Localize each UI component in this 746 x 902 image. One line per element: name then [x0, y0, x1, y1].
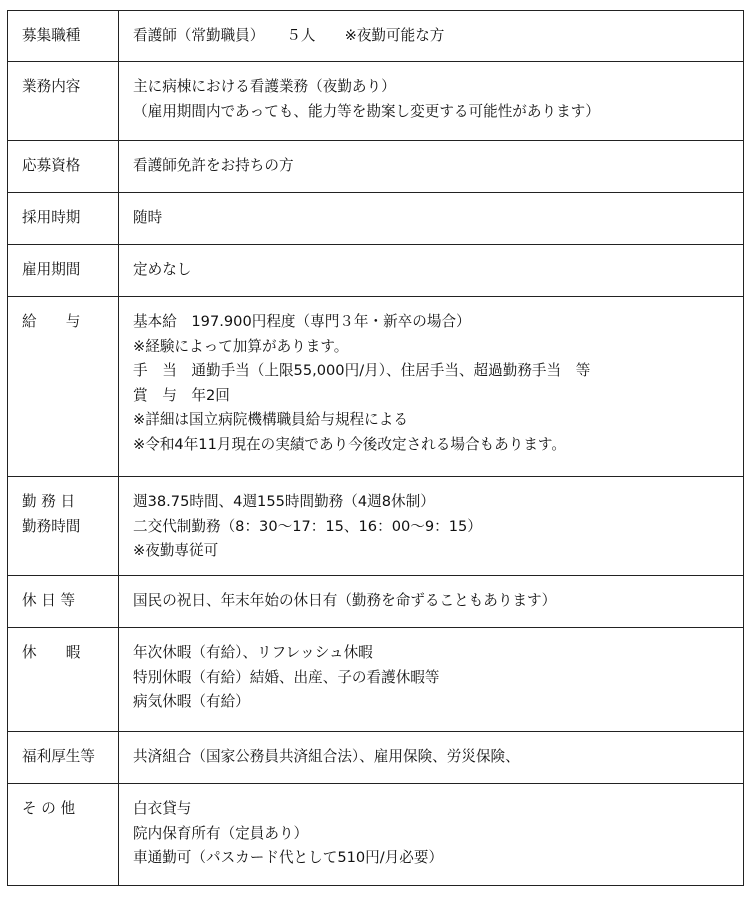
row-text: 年次休暇（有給）、リフレッシュ休暇	[133, 644, 373, 661]
row-label: 応募資格	[22, 157, 81, 174]
row-text: 主に病棟における看護業務（夜勤あり）	[133, 78, 396, 95]
row-label-cell	[8, 732, 119, 784]
row-text: 看護師免許をお持ちの方	[133, 157, 294, 174]
row-label: 業務内容	[22, 78, 81, 95]
row-text: 院内保育所有（定員あり）	[133, 824, 309, 842]
row-label: 雇用期間	[22, 261, 81, 278]
row-label-cell	[8, 297, 119, 477]
table-row	[8, 576, 744, 628]
row-text: 手 当 通勤手当（上限55,000円/月）、住居手当、超過勤務手当 等	[133, 362, 591, 379]
table-row	[8, 628, 744, 732]
row-label-cell	[8, 141, 119, 193]
row-label: 給 与	[22, 313, 81, 330]
row-text: ※経験によって加算があります。	[133, 337, 349, 355]
row-text: 共済組合（国家公務員共済組合法）、雇用保険、労災保険、	[133, 748, 520, 765]
row-value-cell	[119, 62, 744, 141]
row-label-cell	[8, 784, 119, 886]
row-label-cell	[8, 477, 119, 576]
table-row	[8, 62, 744, 141]
row-value-cell	[119, 11, 744, 62]
row-text: 看護師（常勤職員） ５人 ※夜勤可能な方	[133, 27, 445, 44]
row-value-cell	[119, 141, 744, 193]
row-label: 勤務時間	[22, 517, 81, 535]
row-text: ※詳細は国立病院機構職員給与規程による	[133, 411, 408, 428]
row-text: 二交代制勤務（8：30～17：15、16：00～9：15）	[133, 517, 482, 535]
row-text: 病気休暇（有給）	[133, 693, 250, 710]
row-label: 休 日 等	[22, 592, 76, 609]
row-value-cell	[119, 297, 744, 477]
row-value-cell	[119, 732, 744, 784]
table-row	[8, 11, 744, 62]
row-text: （雇用期間内であっても、能力等を勘案し変更する可能性があります）	[133, 102, 600, 120]
row-text: 基本給 197.900円程度（専門３年・新卒の場合）	[133, 313, 471, 330]
row-text: 車通勤可（パスカード代として510円/月必要）	[133, 849, 444, 866]
row-label: そ の 他	[22, 800, 76, 817]
table-row	[8, 477, 744, 576]
row-value-cell	[119, 477, 744, 576]
table-row	[8, 732, 744, 784]
table-row	[8, 784, 744, 886]
row-text: 随時	[133, 209, 163, 226]
row-value-cell	[119, 193, 744, 245]
table-row	[8, 141, 744, 193]
row-value-cell	[119, 628, 744, 732]
row-label-cell	[8, 576, 119, 628]
row-label: 募集職種	[22, 27, 81, 44]
table-row	[8, 245, 744, 297]
row-text: ※令和4年11月現在の実績であり今後改定される場合もあります。	[133, 435, 566, 453]
row-label-cell	[8, 193, 119, 245]
row-label: 福利厚生等	[22, 748, 95, 765]
row-label-cell	[8, 628, 119, 732]
row-text: 賞 与 年2回	[133, 386, 230, 404]
table-row	[8, 297, 744, 477]
table-row	[8, 193, 744, 245]
row-text: 特別休暇（有給）結婚、出産、子の看護休暇等	[133, 668, 440, 686]
row-text: 白衣貸与	[133, 800, 192, 817]
row-label-cell	[8, 11, 119, 62]
row-label: 採用時期	[22, 209, 81, 226]
row-value-cell	[119, 576, 744, 628]
row-text: 国民の祝日、年末年始の休日有（勤務を命ずることもあります）	[133, 592, 557, 609]
recruitment-sheet	[7, 10, 744, 886]
row-label-cell	[8, 62, 119, 141]
row-label: 休 暇	[22, 644, 81, 661]
row-label: 勤 務 日	[22, 493, 76, 510]
row-label-cell	[8, 245, 119, 297]
row-text: ※夜勤専従可	[133, 542, 219, 559]
row-value-cell	[119, 245, 744, 297]
recruitment-table	[7, 10, 744, 886]
row-text: 定めなし	[133, 261, 192, 278]
row-value-cell	[119, 784, 744, 886]
row-text: 週38.75時間、4週155時間勤務（4週8休制）	[133, 493, 435, 510]
